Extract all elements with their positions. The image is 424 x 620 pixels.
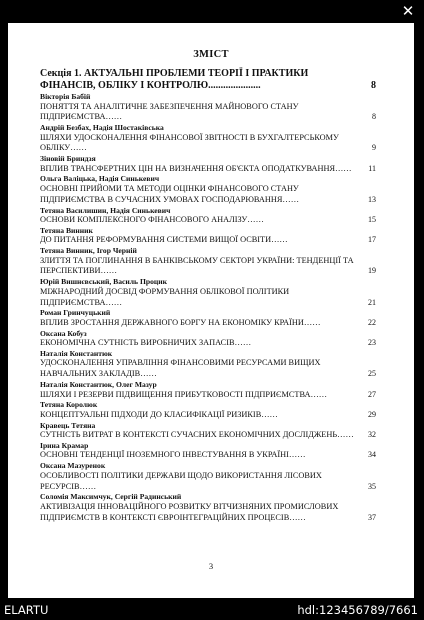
toc-entry-row bbox=[40, 215, 376, 226]
toc-entry-title: СУТНІСТЬ ВИТРАТ В КОНТЕКСТІ СУЧАСНИХ ЕКОНОМІЧНИХ ДОСЛІДЖЕНЬ bbox=[40, 430, 338, 440]
page-number: 3 bbox=[208, 561, 214, 571]
toc-entry[interactable] bbox=[40, 461, 376, 492]
toc-entry-page-number: 34 bbox=[368, 450, 376, 460]
toc-entry-title: МІЖНАРОДНИЙ ДОСВІД ФОРМУВАННЯ ОБЛІКОВОЇ ПОЛІТИКИ ПІДПРИЄМСТВА bbox=[40, 286, 290, 307]
toc-leader: …… bbox=[234, 338, 252, 348]
toc-entry[interactable] bbox=[40, 225, 376, 246]
toc-leader: …… bbox=[105, 297, 123, 307]
toc-leader: …… bbox=[100, 266, 118, 276]
toc-entry[interactable] bbox=[40, 348, 376, 380]
toc-entry[interactable] bbox=[40, 380, 376, 400]
toc-entry[interactable] bbox=[40, 400, 376, 420]
toc-leader: …… bbox=[337, 430, 354, 440]
toc-entry[interactable] bbox=[40, 92, 376, 123]
toc-entry-author: Тетяна Винник bbox=[40, 225, 93, 235]
toc-entry-author: Роман Гринчуцький bbox=[40, 308, 111, 318]
toc-entry-row bbox=[40, 183, 376, 206]
toc-entry-title: ОСНОВНІ ТЕНДЕНЦІЇ ІНОЗЕМНОГО ІНВЕСТУВАННЯ В УКРАЇНІ bbox=[40, 450, 289, 460]
toc-entry-page-number: 19 bbox=[368, 266, 376, 276]
toc-entry-page-number: 17 bbox=[368, 235, 376, 245]
toc-entry-page-number: 35 bbox=[368, 481, 376, 491]
toc-leader: …… bbox=[310, 389, 328, 399]
toc-entry-page-number: 29 bbox=[368, 409, 376, 419]
toc-entry-author: Тетяна Василишин, Надія Синькевич bbox=[40, 205, 171, 215]
toc-leader: …… bbox=[105, 112, 123, 122]
toc-entry[interactable] bbox=[40, 308, 376, 328]
toc-leader: …… bbox=[288, 450, 306, 460]
toc-entry-page-number: 23 bbox=[368, 338, 376, 348]
toc-leader: …… bbox=[334, 163, 352, 173]
toc-entry-page-number: 37 bbox=[368, 512, 376, 522]
toc-entry-row bbox=[40, 389, 376, 401]
handle-identifier: hdl:123456789/7661 bbox=[297, 603, 418, 617]
toc-entry[interactable] bbox=[40, 174, 376, 205]
toc-entry[interactable] bbox=[40, 420, 376, 441]
toc-leader: …… bbox=[282, 194, 300, 204]
toc-entry-author: Андрій Безбах, Надія Шостаківська bbox=[40, 123, 164, 133]
toc-entry[interactable] bbox=[40, 440, 376, 461]
toc-entry-row bbox=[40, 338, 376, 349]
close-icon[interactable]: ✕ bbox=[401, 2, 415, 20]
toc-entry-row bbox=[40, 235, 376, 246]
toc-entry-row bbox=[40, 430, 376, 441]
document-page bbox=[8, 23, 414, 598]
toc-entry-page-number: 21 bbox=[368, 297, 376, 307]
toc-leader: …… bbox=[247, 215, 264, 225]
toc-entry-title: ЕКОНОМІЧНА СУТНІСТЬ ВИРОБНИЧИХ ЗАПАСІВ bbox=[40, 338, 235, 348]
toc-entry[interactable] bbox=[40, 277, 376, 308]
toc-entry-author: Ольга Валіцька, Надія Синькевич bbox=[40, 174, 160, 184]
toc-entry-title: ШЛЯХИ УДОСКОНАЛЕННЯ ФІНАНСОВОЇ ЗВІТНОСТІ В БУХГАЛТЕРСЬКОМУ ОБЛІКУ bbox=[40, 132, 339, 153]
toc-entry-page-number: 27 bbox=[368, 389, 376, 399]
toc-entry-author: Оксана Мазуренок bbox=[40, 461, 106, 471]
toc-entry-title: УДОСКОНАЛЕННЯ УПРАВЛІННЯ ФІНАНСОВИМИ РЕСУРСАМИ ВИЩИХ НАВЧАЛЬНИХ ЗАКЛАДІВ bbox=[40, 358, 321, 379]
toc-entry-row bbox=[40, 255, 376, 278]
toc-entry-row bbox=[40, 501, 376, 524]
toc-entry-author: Ірина Крамар bbox=[40, 440, 89, 450]
toc-entry-row bbox=[40, 450, 376, 461]
toc-entry-author: Оксана Кобуз bbox=[40, 328, 87, 338]
toc-entry[interactable] bbox=[40, 492, 376, 523]
toc-leader: …… bbox=[79, 481, 97, 491]
toc-entry-title: ВПЛИВ ТРАНСФЕРТНИХ ЦІН НА ВИЗНАЧЕННЯ ОБ'ЄКТА ОПОДАТКУВАННЯ bbox=[40, 163, 335, 173]
toc-entry-title: ОСОБЛИВОСТІ ПОЛІТИКИ ДЕРЖАВИ ЩОДО ВИКОРИСТАННЯ ЛІСОВИХ РЕСУРСІВ bbox=[40, 470, 322, 491]
toc-entry-author: Наталія Константюк bbox=[40, 348, 113, 358]
toc-entry-author: Зіновій Бриндзя bbox=[40, 154, 96, 164]
viewer-top-bar bbox=[0, 0, 424, 23]
toc-entry-title: ДО ПИТАННЯ РЕФОРМУВАННЯ СИСТЕМИ ВИЩОЇ ОСВІТИ bbox=[40, 235, 272, 245]
toc-entry-page-number: 11 bbox=[368, 163, 376, 173]
toc-entry[interactable] bbox=[40, 328, 376, 349]
toc-leader: …… bbox=[303, 317, 321, 327]
toc-entry-page-number: 9 bbox=[372, 143, 376, 153]
toc-entry-title: АКТИВІЗАЦІЯ ІННОВАЦІЙНОГО РОЗВИТКУ ВІТЧИЗНЯНИХ ПРОМИСЛОВИХ ПІДПРИЄМСТВ В КОНТЕКСТІ ЄВРОІНТЕГРАЦІЙНИХ ПРОЦЕСІВ bbox=[40, 501, 339, 522]
toc-entry[interactable] bbox=[40, 123, 376, 154]
toc-entry-title: КОНЦЕПТУАЛЬНІ ПІДХОДИ ДО КЛАСИФІКАЦІЇ РИЗИКІВ bbox=[40, 409, 262, 419]
toc-entry-row bbox=[40, 470, 376, 493]
toc-entry-row bbox=[40, 163, 376, 175]
toc-entry-row bbox=[40, 101, 376, 124]
page-title: ЗМІСТ bbox=[193, 49, 229, 60]
toc-entry-author: Юрій Вишнєвський, Василь Процик bbox=[40, 277, 168, 287]
toc-entry-author: Соломія Максимчук, Сергій Радинський bbox=[40, 492, 182, 502]
toc-leader: …… bbox=[140, 369, 157, 379]
toc-entry-row bbox=[40, 317, 376, 329]
section-heading bbox=[40, 68, 376, 91]
toc-entry-page-number: 25 bbox=[368, 369, 376, 379]
toc-leader: …… bbox=[70, 143, 87, 153]
toc-entry-row bbox=[40, 358, 376, 380]
toc-entry-row bbox=[40, 409, 376, 421]
toc-leader: ..................... bbox=[208, 79, 261, 91]
toc-entry-row bbox=[40, 286, 376, 309]
viewer-bottom-bar bbox=[0, 598, 424, 620]
repository-brand: ELARTU bbox=[4, 603, 49, 617]
toc-entry[interactable] bbox=[40, 154, 376, 174]
toc-entry-row bbox=[40, 132, 376, 155]
toc-entry-page-number: 15 bbox=[368, 215, 376, 225]
toc-entry-title: ПОНЯТТЯ ТА АНАЛІТИЧНЕ ЗАБЕЗПЕЧЕННЯ МАЙНОВОГО СТАНУ ПІДПРИЄМСТВА bbox=[40, 101, 299, 122]
toc-leader: …… bbox=[289, 512, 306, 522]
toc-entry-title: ШЛЯХИ І РЕЗЕРВИ ПІДВИЩЕННЯ ПРИБУТКОВОСТІ ПІДПРИЄМСТВА bbox=[40, 389, 311, 399]
toc-entries bbox=[40, 92, 376, 523]
section-page-number: 8 bbox=[371, 79, 376, 91]
toc-entry-author: Вікторія Бабій bbox=[40, 92, 91, 101]
toc-leader: …… bbox=[261, 409, 278, 419]
toc-leader: …… bbox=[271, 235, 288, 245]
toc-entry-title: ЗЛИТТЯ ТА ПОГЛИНАННЯ В БАНКІВСЬКОМУ СЕКТОРІ УКРАЇНИ: ТЕНДЕНЦІЇ ТА ПЕРСПЕКТИВИ bbox=[40, 255, 354, 276]
toc-entry-author: Наталія Константюк, Олег Мазур bbox=[40, 380, 157, 390]
toc-entry-page-number: 8 bbox=[372, 112, 376, 122]
toc-entry-author: Тетяна Винник, Ігор Черній bbox=[40, 246, 137, 256]
section-label: Секція 1. АКТУАЛЬНІ ПРОБЛЕМИ ТЕОРІЇ І ПРАКТИКИ ФІНАНСІВ, ОБЛІКУ І КОНТРОЛЮ bbox=[40, 68, 309, 91]
table-of-contents bbox=[40, 68, 376, 523]
toc-entry-page-number: 22 bbox=[368, 317, 376, 327]
toc-entry-title: ВПЛИВ ЗРОСТАННЯ ДЕРЖАВНОГО БОРГУ НА ЕКОНОМІКУ КРАЇНИ bbox=[40, 317, 304, 327]
toc-entry-page-number: 13 bbox=[368, 194, 376, 204]
toc-entry[interactable] bbox=[40, 246, 376, 277]
toc-entry-author: Кравець Тетяна bbox=[40, 420, 96, 430]
toc-entry[interactable] bbox=[40, 205, 376, 226]
toc-entry-page-number: 32 bbox=[368, 430, 376, 440]
toc-entry-title: ОСНОВИ КОМПЛЕКСНОГО ФІНАНСОВОГО АНАЛІЗУ bbox=[40, 215, 248, 225]
toc-entry-title: ОСНОВНІ ПРИЙОМИ ТА МЕТОДИ ОЦІНКИ ФІНАНСОВОГО СТАНУ ПІДПРИЄМСТВА В СУЧАСНИХ УМОВАХ ГОСПОДАРЮВАННЯ bbox=[40, 183, 299, 204]
toc-entry-author: Тетяна Королюк bbox=[40, 400, 98, 410]
